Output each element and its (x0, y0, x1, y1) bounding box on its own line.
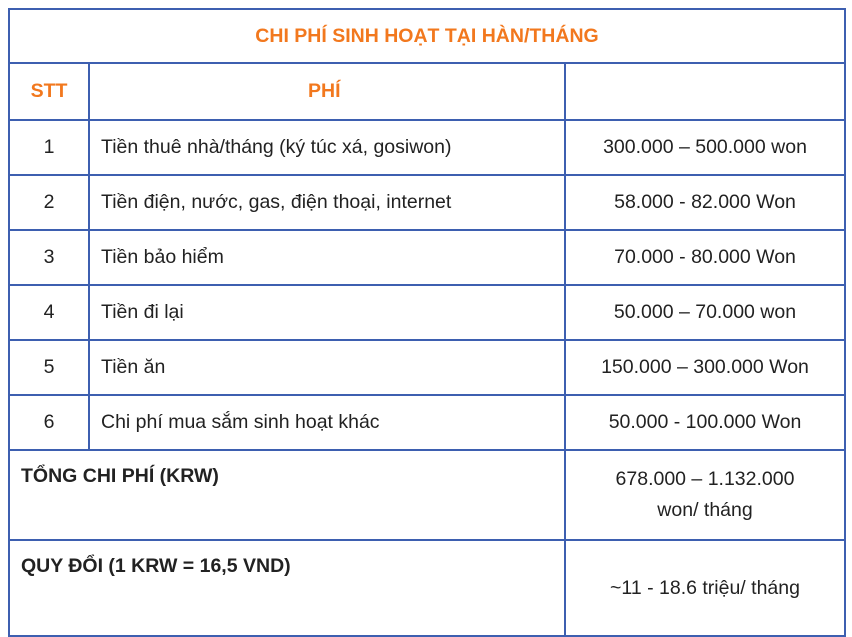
table-row (9, 285, 845, 340)
table-row (9, 175, 845, 230)
row-amount: 50.000 - 100.000 Won (565, 395, 845, 450)
table-row (9, 395, 845, 450)
row-number: 5 (9, 340, 89, 395)
total-label: TỔNG CHI PHÍ (KRW) (9, 450, 565, 540)
total-amount-line1: 678.000 – 1.132.000 (615, 468, 795, 490)
row-number: 4 (9, 285, 89, 340)
row-fee-name: Tiền thuê nhà/tháng (ký túc xá, gosiwon) (89, 120, 565, 175)
row-amount: 150.000 – 300.000 Won (565, 340, 845, 395)
header-stt: STT (9, 63, 89, 120)
row-fee-name: Tiền ăn (89, 340, 565, 395)
row-number: 1 (9, 120, 89, 175)
row-amount: 50.000 – 70.000 won (565, 285, 845, 340)
row-fee-name: Tiền đi lại (89, 285, 565, 340)
conversion-label: QUY ĐỔI (1 KRW = 16,5 VND) (9, 540, 565, 636)
header-fee: PHÍ (89, 63, 565, 120)
row-amount: 300.000 – 500.000 won (565, 120, 845, 175)
table-row (9, 340, 845, 395)
row-fee-name: Tiền điện, nước, gas, điện thoại, internet (89, 175, 565, 230)
row-number: 3 (9, 230, 89, 285)
row-number: 6 (9, 395, 89, 450)
row-number: 2 (9, 175, 89, 230)
table-title: CHI PHÍ SINH HOẠT TẠI HÀN/THÁNG (9, 9, 845, 63)
total-amount (565, 450, 845, 540)
row-fee-name: Chi phí mua sắm sinh hoạt khác (89, 395, 565, 450)
row-amount: 70.000 - 80.000 Won (565, 230, 845, 285)
cost-of-living-table (8, 8, 846, 637)
table-row (9, 120, 845, 175)
row-fee-name: Tiền bảo hiểm (89, 230, 565, 285)
conversion-amount: ~11 - 18.6 triệu/ tháng (565, 540, 845, 636)
conversion-row (9, 540, 845, 636)
table-row (9, 230, 845, 285)
row-amount: 58.000 - 82.000 Won (565, 175, 845, 230)
total-amount-line2: won/ tháng (657, 499, 753, 521)
table-header-row (9, 63, 845, 120)
total-row (9, 450, 845, 540)
header-amount (565, 63, 845, 120)
table-title-row (9, 9, 845, 63)
